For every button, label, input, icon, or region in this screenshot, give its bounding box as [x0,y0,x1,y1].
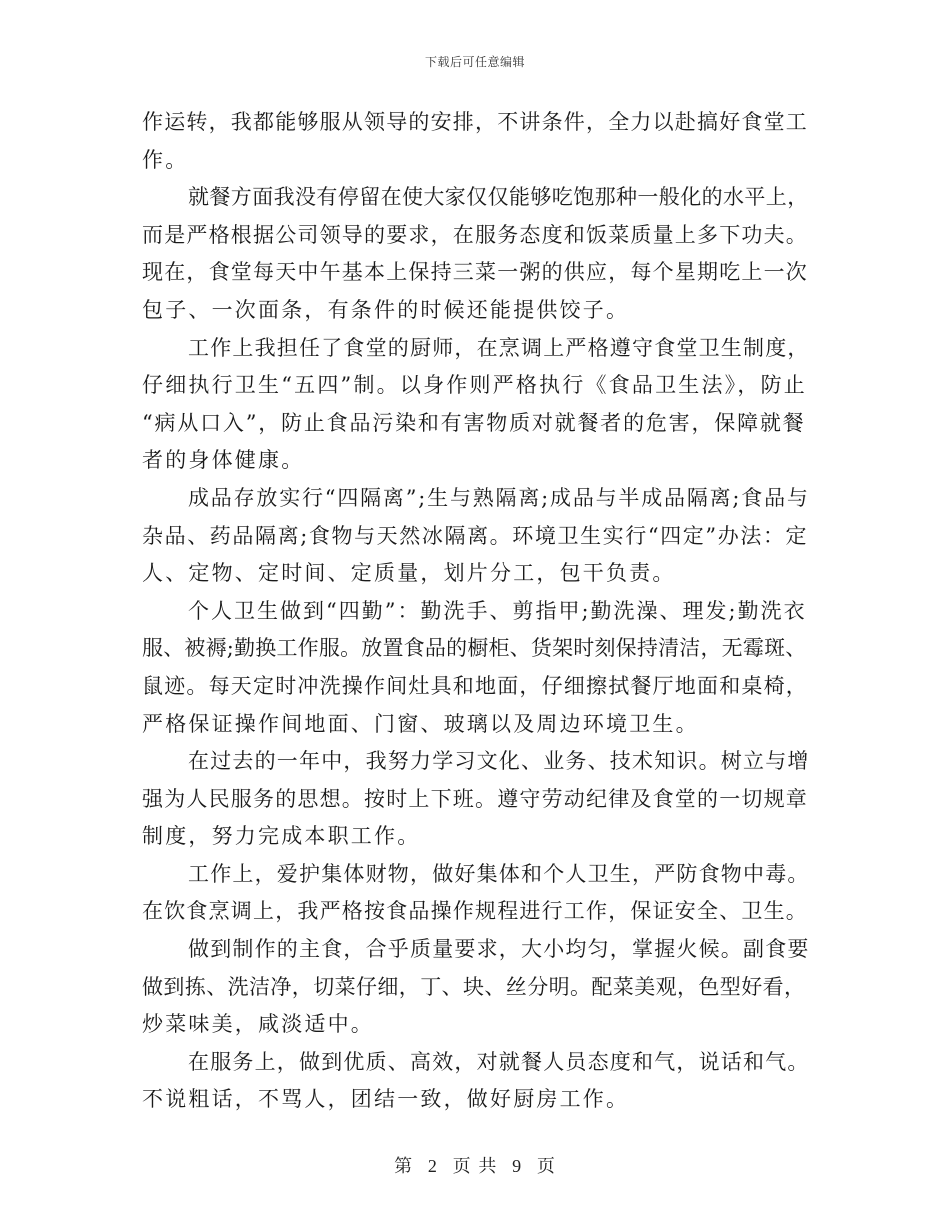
text-line: 不说粗话，不骂人，团结一致，做好厨房工作。 [142,1087,630,1112]
footer-suffix: 页 [536,1156,556,1177]
text-line: 包子、一次面条，有条件的时候还能提供饺子。 [142,297,630,322]
text-line: 作。 [142,147,189,172]
page-header: 下载后可任意编辑 [424,55,525,69]
footer-total-pages: 9 [512,1156,523,1176]
text-line: 就餐方面我没有停留在使大家仅仅能够吃饱那种一般化的水平上， [188,185,809,210]
text-line: 作运转，我都能够服从领导的安排，不讲条件，全力以赴搞好食堂工 [142,110,808,134]
text-line: 炒菜味美，咸淡适中。 [142,1012,374,1037]
text-line: “病从口入”，防止食品污染和有害物质对就餐者的危害，保障就餐 [142,410,806,435]
text-line: 而是严格根据公司领导的要求，在服务态度和饭菜质量上多下功夫。 [142,222,808,247]
text-line: 人、定物、定时间、定质量，划片分工，包干负责。 [142,561,676,586]
text-line: 现在，食堂每天中午基本上保持三菜一粥的供应，每个星期吃上一次 [142,260,808,285]
text-line: 仔细执行卫生“五四”制。以身作则严格执行《食品卫生法》，防止 [142,373,807,398]
footer-middle: 页 共 [452,1156,498,1177]
text-line: 杂品、药品隔离;食物与天然冰隔离。环境卫生实行“四定”办法：定 [142,523,809,548]
text-line: 服、被褥;勤换工作服。放置食品的橱柜、货架时刻保持清洁，无霉斑、 [142,636,807,661]
text-line: 做到拣、洗洁净，切菜仔细，丁、块、丝分明。配菜美观，色型好看， [142,974,806,999]
body-text [142,104,810,1119]
page-footer [0,1152,950,1178]
text-line: 工作上，爱护集体财物，做好集体和个人卫生，严防食物中毒。 [188,861,810,886]
text-line: 强为人民服务的思想。按时上下班。遵守劳动纪律及食堂的一切规章 [142,786,808,811]
text-line: 在饮食烹调上，我严格按食品操作规程进行工作，保证安全、卫生。 [142,899,808,924]
text-line: 工作上我担任了食堂的厨师，在烹调上严格遵守食堂卫生制度， [188,335,810,360]
text-line: 者的身体健康。 [142,448,305,473]
footer-page-number: 2 [427,1156,438,1176]
text-line: 在过去的一年中，我努力学习文化、业务、技术知识。树立与增 [188,749,810,774]
text-line: 严格保证操作间地面、门窗、玻璃以及周边环境卫生。 [142,711,699,736]
text-line: 制度，努力完成本职工作。 [142,824,421,849]
text-line: 成品存放实行“四隔离”;生与熟隔离;成品与半成品隔离;食品与 [188,485,810,510]
text-line: 做到制作的主食，合乎质量要求，大小均匀，掌握火候。副食要 [188,937,810,962]
text-line: 在服务上，做到优质、高效，对就餐人员态度和气，说话和气。 [188,1049,810,1074]
text-line: 个人卫生做到“四勤”：勤洗手、剪指甲;勤洗澡、理发;勤洗衣 [188,598,807,623]
text-line: 鼠迹。每天定时冲洗操作间灶具和地面，仔细擦拭餐厅地面和桌椅， [142,673,808,698]
footer-prefix: 第 [394,1156,414,1177]
